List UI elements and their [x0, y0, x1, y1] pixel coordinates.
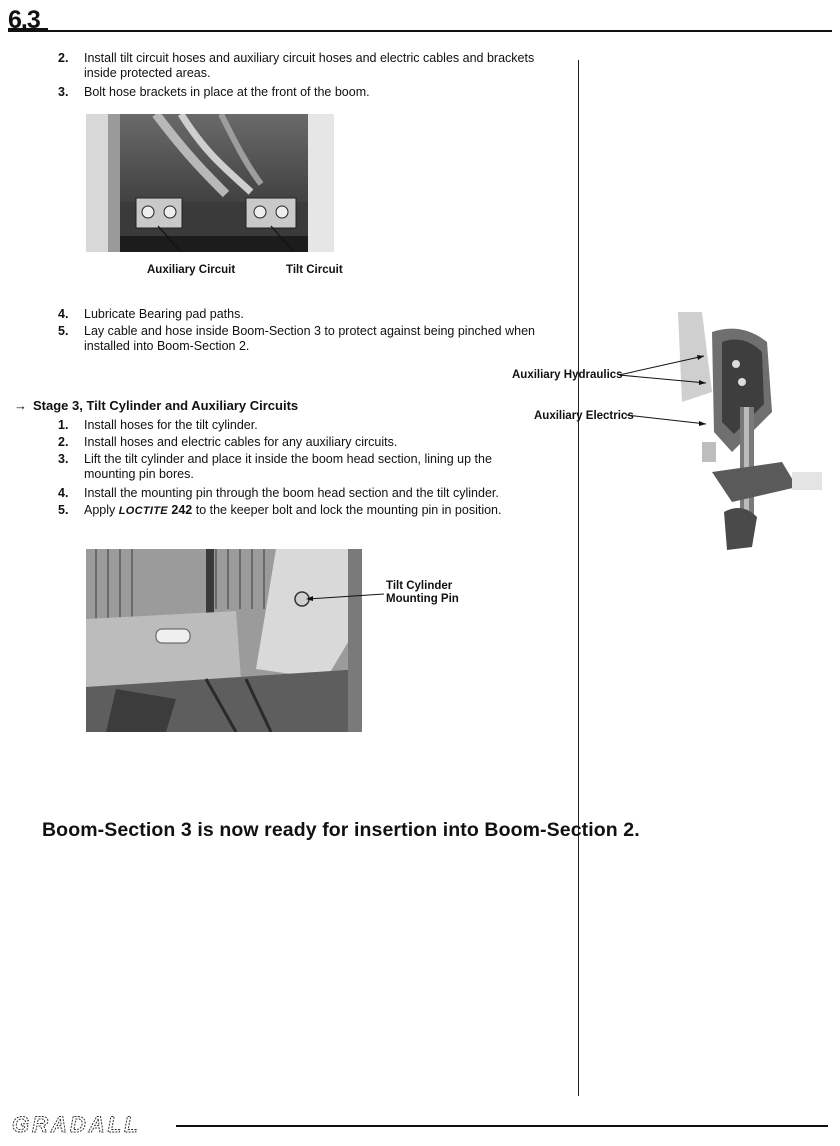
- closing-statement: Boom-Section 3 is now ready for insertion into Boom-Section 2.: [42, 819, 640, 841]
- step-text: Install hoses and electric cables for any auxiliary circuits.: [84, 435, 398, 449]
- step-number: 3.: [58, 85, 69, 99]
- step-text: Install tilt circuit hoses and auxiliary circuit hoses and electric cables and brackets: [84, 51, 535, 65]
- header-rule: [8, 30, 832, 32]
- step-number: 3.: [58, 452, 69, 466]
- step-text-pre: Apply: [84, 503, 119, 517]
- logo-text: GRADALL: [12, 1112, 141, 1136]
- footer-rule: [176, 1125, 828, 1127]
- section-number: 6.3: [8, 6, 40, 34]
- auxiliary-hydraulics-label: Auxiliary Hydraulics: [512, 369, 623, 381]
- stage-3-heading: [14, 398, 298, 413]
- step-text: Lay cable and hose inside Boom-Section 3 to protect against being pinched when: [84, 324, 535, 338]
- step-number: 1.: [58, 418, 69, 432]
- step-text: Install the mounting pin through the boom head section and the tilt cylinder.: [84, 486, 499, 500]
- mounting-pin-label: Mounting Pin: [386, 593, 459, 605]
- loctite-brand: LOCTITE: [118, 505, 168, 517]
- step-text-post: to the keeper bolt and lock the mounting pin in position.: [192, 503, 502, 517]
- step-number: 5.: [58, 503, 69, 517]
- stage-arrow-icon: →: [14, 398, 27, 413]
- gradall-logo: [8, 1112, 168, 1136]
- tilt-cylinder-photo: [86, 549, 362, 732]
- column-divider: [578, 60, 579, 1096]
- side-callout-arrows: [600, 350, 720, 430]
- step-text: Lift the tilt cylinder and place it inside the boom head section, lining up the: [84, 452, 492, 466]
- loctite-number: 242: [167, 503, 193, 517]
- step-number: 2.: [58, 435, 69, 449]
- stage-3-title: Stage 3, Tilt Cylinder and Auxiliary Circuits: [33, 398, 299, 413]
- step-number: 2.: [58, 51, 69, 65]
- step-text-cont: installed into Boom-Section 2.: [84, 339, 250, 353]
- auxiliary-circuit-caption: Auxiliary Circuit: [147, 264, 236, 276]
- step-number: 4.: [58, 486, 69, 500]
- step-text: Install hoses for the tilt cylinder.: [84, 418, 258, 432]
- tilt-circuit-caption: Tilt Circuit: [286, 264, 343, 276]
- step-text-cont: mounting pin bores.: [84, 467, 194, 481]
- boom-head-photo: [672, 312, 832, 552]
- hose-brackets-photo: [86, 114, 334, 252]
- step-text-cont: inside protected areas.: [84, 66, 211, 80]
- step-text: [84, 503, 501, 518]
- mounting-pin-callout-arrow: [296, 580, 396, 610]
- step-text: Bolt hose brackets in place at the front of the boom.: [84, 85, 370, 99]
- step-number: 4.: [58, 307, 69, 321]
- tilt-cylinder-label: Tilt Cylinder: [386, 580, 453, 592]
- step-number: 5.: [58, 324, 69, 338]
- step-text: Lubricate Bearing pad paths.: [84, 307, 244, 321]
- auxiliary-electrics-label: Auxiliary Electrics: [534, 410, 634, 422]
